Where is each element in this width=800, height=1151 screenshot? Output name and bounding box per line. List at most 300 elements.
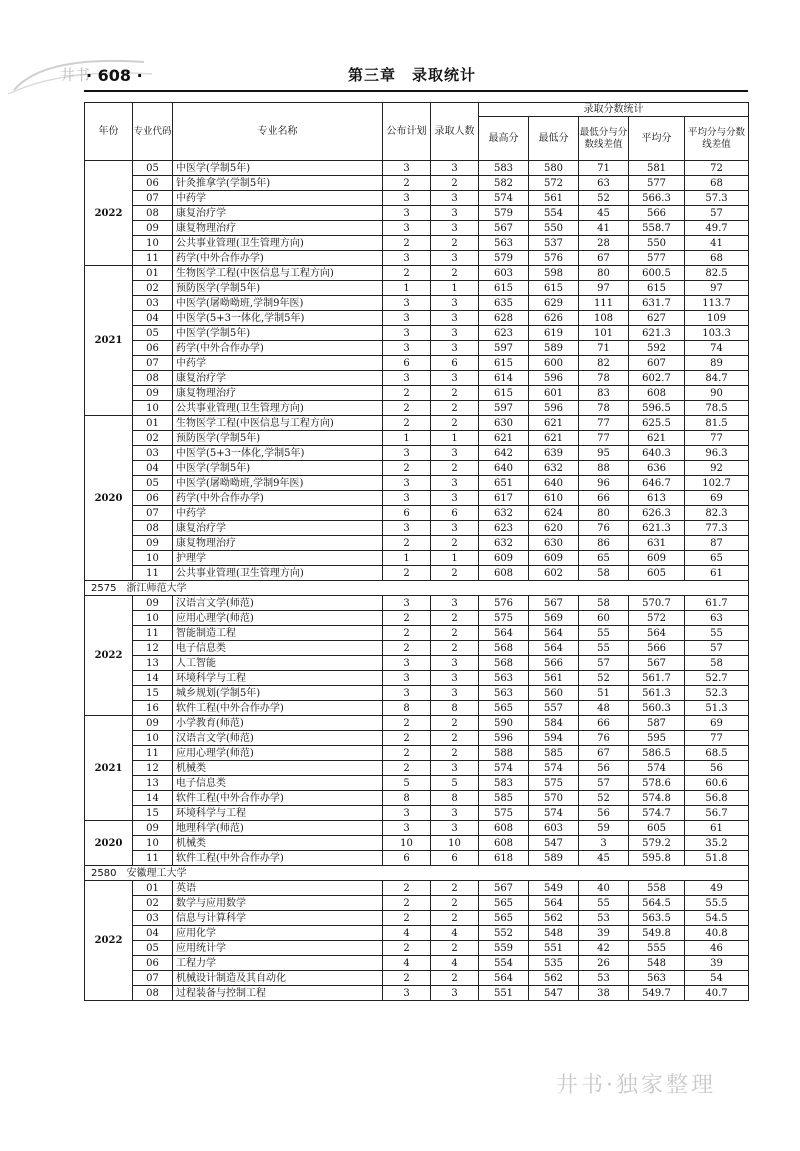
cell-name: 中医学(屠呦呦班,学制9年医): [173, 296, 383, 311]
cell-avg: 613: [629, 491, 685, 506]
cell-min: 639: [529, 446, 579, 461]
table-row: [85, 236, 749, 251]
cell-plan: 3: [383, 296, 431, 311]
cell-min-diff: 51: [579, 686, 629, 701]
cell-avg-diff: 84.7: [685, 371, 749, 386]
cell-code: 07: [133, 191, 173, 206]
cell-name: 药学(中外合作办学): [173, 491, 383, 506]
table-row: [85, 761, 749, 776]
table-row: [85, 911, 749, 926]
university-row: [85, 581, 749, 596]
cell-avg: 555: [629, 941, 685, 956]
cell-admitted: 2: [431, 626, 479, 641]
cell-min-diff: 55: [579, 626, 629, 641]
cell-code: 11: [133, 566, 173, 581]
cell-min-diff: 55: [579, 641, 629, 656]
cell-avg: 600.5: [629, 266, 685, 281]
cell-avg: 566: [629, 641, 685, 656]
cell-min-diff: 101: [579, 326, 629, 341]
cell-min: 626: [529, 311, 579, 326]
cell-min-diff: 77: [579, 431, 629, 446]
table-row: [85, 791, 749, 806]
cell-name: 软件工程(中外合作办学): [173, 791, 383, 806]
cell-code: 09: [133, 386, 173, 401]
cell-min-diff: 3: [579, 836, 629, 851]
cell-plan: 2: [383, 611, 431, 626]
cell-avg: 564.5: [629, 896, 685, 911]
cell-plan: 3: [383, 656, 431, 671]
cell-admitted: 8: [431, 791, 479, 806]
table-row: [85, 386, 749, 401]
cell-avg: 577: [629, 251, 685, 266]
cell-code: 02: [133, 431, 173, 446]
cell-admitted: 3: [431, 686, 479, 701]
cell-plan: 3: [383, 671, 431, 686]
cell-plan: 3: [383, 326, 431, 341]
cell-min: 547: [529, 986, 579, 1001]
cell-plan: 3: [383, 806, 431, 821]
table-row: [85, 806, 749, 821]
table-row: [85, 296, 749, 311]
cell-code: 05: [133, 476, 173, 491]
table-row: [85, 611, 749, 626]
cell-name: 中药学: [173, 356, 383, 371]
cell-avg: 605: [629, 821, 685, 836]
cell-min-diff: 57: [579, 776, 629, 791]
table-row: [85, 326, 749, 341]
table-row: [85, 731, 749, 746]
cell-avg: 636: [629, 461, 685, 476]
cell-name: 数学与应用数学: [173, 896, 383, 911]
cell-min-diff: 42: [579, 941, 629, 956]
cell-code: 05: [133, 941, 173, 956]
cell-min: 585: [529, 746, 579, 761]
cell-max: 630: [479, 416, 529, 431]
cell-code: 10: [133, 731, 173, 746]
table-row: [85, 341, 749, 356]
cell-min: 535: [529, 956, 579, 971]
cell-plan: 2: [383, 386, 431, 401]
cell-min: 603: [529, 821, 579, 836]
cell-avg-diff: 89: [685, 356, 749, 371]
cell-admitted: 2: [431, 971, 479, 986]
cell-max: 579: [479, 206, 529, 221]
cell-code: 12: [133, 641, 173, 656]
cell-min-diff: 78: [579, 371, 629, 386]
cell-admitted: 3: [431, 821, 479, 836]
col-header-avg-diff: 平均分与分数线差值: [685, 117, 749, 161]
cell-admitted: 3: [431, 341, 479, 356]
cell-name: 中药学: [173, 191, 383, 206]
cell-code: 09: [133, 536, 173, 551]
cell-min-diff: 38: [579, 986, 629, 1001]
cell-min-diff: 52: [579, 791, 629, 806]
cell-min-diff: 53: [579, 971, 629, 986]
cell-min: 564: [529, 896, 579, 911]
cell-avg-diff: 61.7: [685, 596, 749, 611]
cell-admitted: 3: [431, 491, 479, 506]
cell-plan: 2: [383, 881, 431, 896]
table-row: [85, 281, 749, 296]
cell-admitted: 2: [431, 731, 479, 746]
cell-avg: 587: [629, 716, 685, 731]
cell-code: 09: [133, 596, 173, 611]
cell-plan: 2: [383, 236, 431, 251]
cell-plan: 3: [383, 371, 431, 386]
cell-min: 615: [529, 281, 579, 296]
cell-min: 629: [529, 296, 579, 311]
cell-min-diff: 26: [579, 956, 629, 971]
cell-avg-diff: 63: [685, 611, 749, 626]
cell-plan: 2: [383, 716, 431, 731]
cell-min-diff: 67: [579, 746, 629, 761]
cell-name: 中医学(学制5年): [173, 461, 383, 476]
cell-admitted: 2: [431, 401, 479, 416]
cell-plan: 2: [383, 941, 431, 956]
cell-max: 617: [479, 491, 529, 506]
cell-avg-diff: 52.3: [685, 686, 749, 701]
cell-plan: 2: [383, 761, 431, 776]
cell-avg-diff: 51.8: [685, 851, 749, 866]
cell-avg: 578.6: [629, 776, 685, 791]
cell-avg-diff: 56: [685, 761, 749, 776]
cell-avg-diff: 61: [685, 566, 749, 581]
cell-name: 环境科学与工程: [173, 806, 383, 821]
table-row: [85, 971, 749, 986]
cell-admitted: 3: [431, 656, 479, 671]
cell-code: 04: [133, 311, 173, 326]
cell-min: 632: [529, 461, 579, 476]
cell-admitted: 2: [431, 266, 479, 281]
cell-avg-diff: 78.5: [685, 401, 749, 416]
cell-admitted: 2: [431, 716, 479, 731]
cell-name: 公共事业管理(卫生管理方向): [173, 566, 383, 581]
cell-min-diff: 80: [579, 266, 629, 281]
cell-admitted: 2: [431, 236, 479, 251]
cell-plan: 3: [383, 446, 431, 461]
cell-min-diff: 58: [579, 596, 629, 611]
cell-max: 575: [479, 806, 529, 821]
table-row: [85, 776, 749, 791]
cell-avg-diff: 57.3: [685, 191, 749, 206]
cell-max: 554: [479, 956, 529, 971]
table-row: [85, 641, 749, 656]
cell-min-diff: 96: [579, 476, 629, 491]
cell-min: 564: [529, 626, 579, 641]
cell-avg: 621: [629, 431, 685, 446]
cell-name: 药学(中外合作办学): [173, 341, 383, 356]
cell-code: 05: [133, 161, 173, 176]
cell-admitted: 3: [431, 251, 479, 266]
cell-avg-diff: 68: [685, 251, 749, 266]
cell-name: 中医学(学制5年): [173, 161, 383, 176]
table-row: [85, 881, 749, 896]
table-row: [85, 821, 749, 836]
cell-min: 561: [529, 671, 579, 686]
cell-avg-diff: 72: [685, 161, 749, 176]
table-body: [85, 161, 749, 1001]
cell-max: 583: [479, 776, 529, 791]
cell-code: 06: [133, 491, 173, 506]
cell-avg: 631.7: [629, 296, 685, 311]
cell-name: 预防医学(学制5年): [173, 281, 383, 296]
cell-min-diff: 60: [579, 611, 629, 626]
cell-name: 中药学: [173, 506, 383, 521]
cell-min: 557: [529, 701, 579, 716]
header-divider: [84, 90, 748, 92]
cell-avg: 596.5: [629, 401, 685, 416]
cell-max: 563: [479, 686, 529, 701]
cell-name: 应用心理学(师范): [173, 611, 383, 626]
cell-min: 630: [529, 536, 579, 551]
cell-code: 12: [133, 761, 173, 776]
cell-code: 08: [133, 206, 173, 221]
cell-max: 564: [479, 971, 529, 986]
cell-code: 15: [133, 806, 173, 821]
cell-plan: 2: [383, 566, 431, 581]
col-header-code: 专业代码: [133, 103, 173, 161]
cell-min: 562: [529, 971, 579, 986]
cell-name: 汉语言文学(师范): [173, 731, 383, 746]
cell-avg-diff: 57: [685, 641, 749, 656]
cell-min-diff: 76: [579, 731, 629, 746]
table-row: [85, 851, 749, 866]
cell-code: 11: [133, 746, 173, 761]
cell-min-diff: 66: [579, 716, 629, 731]
cell-admitted: 2: [431, 881, 479, 896]
cell-plan: 6: [383, 356, 431, 371]
cell-avg-diff: 68.5: [685, 746, 749, 761]
cell-avg: 595: [629, 731, 685, 746]
cell-code: 03: [133, 446, 173, 461]
cell-code: 03: [133, 911, 173, 926]
cell-avg-diff: 52.7: [685, 671, 749, 686]
cell-avg: 609: [629, 551, 685, 566]
cell-max: 603: [479, 266, 529, 281]
cell-max: 632: [479, 536, 529, 551]
cell-name: 应用化学: [173, 926, 383, 941]
cell-min: 570: [529, 791, 579, 806]
cell-code: 03: [133, 296, 173, 311]
cell-admitted: 3: [431, 446, 479, 461]
cell-plan: 6: [383, 851, 431, 866]
cell-plan: 3: [383, 521, 431, 536]
cell-max: 567: [479, 221, 529, 236]
cell-max: 608: [479, 566, 529, 581]
cell-code: 07: [133, 506, 173, 521]
cell-avg: 646.7: [629, 476, 685, 491]
cell-max: 597: [479, 341, 529, 356]
cell-avg-diff: 61: [685, 821, 749, 836]
cell-avg-diff: 65: [685, 551, 749, 566]
university-row: [85, 866, 749, 881]
footer-watermark: 井书·独家整理: [556, 1073, 716, 1098]
cell-avg-diff: 69: [685, 716, 749, 731]
cell-plan: 2: [383, 911, 431, 926]
cell-avg: 615: [629, 281, 685, 296]
table-row: [85, 476, 749, 491]
cell-admitted: 2: [431, 941, 479, 956]
cell-avg-diff: 56.7: [685, 806, 749, 821]
cell-name: 公共事业管理(卫生管理方向): [173, 401, 383, 416]
cell-plan: 3: [383, 686, 431, 701]
cell-avg-diff: 102.7: [685, 476, 749, 491]
cell-code: 14: [133, 791, 173, 806]
cell-min: 621: [529, 431, 579, 446]
cell-avg-diff: 51.3: [685, 701, 749, 716]
cell-max: 608: [479, 836, 529, 851]
year-cell: 2020: [85, 821, 133, 866]
cell-min-diff: 71: [579, 161, 629, 176]
cell-plan: 4: [383, 956, 431, 971]
table-row: [85, 506, 749, 521]
cell-name: 英语: [173, 881, 383, 896]
cell-avg: 625.5: [629, 416, 685, 431]
cell-plan: 8: [383, 791, 431, 806]
cell-plan: 2: [383, 731, 431, 746]
cell-admitted: 5: [431, 776, 479, 791]
cell-avg: 560.3: [629, 701, 685, 716]
cell-plan: 2: [383, 266, 431, 281]
cell-admitted: 3: [431, 806, 479, 821]
cell-avg: 579.2: [629, 836, 685, 851]
cell-min: 596: [529, 371, 579, 386]
cell-avg: 574.7: [629, 806, 685, 821]
cell-min: 600: [529, 356, 579, 371]
cell-code: 02: [133, 896, 173, 911]
table-row: [85, 836, 749, 851]
cell-min-diff: 83: [579, 386, 629, 401]
cell-avg: 592: [629, 341, 685, 356]
cell-avg-diff: 39: [685, 956, 749, 971]
cell-max: 609: [479, 551, 529, 566]
cell-min-diff: 57: [579, 656, 629, 671]
cell-code: 02: [133, 281, 173, 296]
cell-max: 564: [479, 626, 529, 641]
table-row: [85, 671, 749, 686]
cell-max: 588: [479, 746, 529, 761]
cell-admitted: 3: [431, 326, 479, 341]
cell-avg-diff: 35.2: [685, 836, 749, 851]
cell-max: 628: [479, 311, 529, 326]
table-row: [85, 311, 749, 326]
cell-min: 564: [529, 641, 579, 656]
cell-plan: 3: [383, 206, 431, 221]
cell-code: 08: [133, 521, 173, 536]
cell-code: 11: [133, 251, 173, 266]
cell-name: 电子信息类: [173, 776, 383, 791]
cell-name: 软件工程(中外合作办学): [173, 701, 383, 716]
cell-min-diff: 88: [579, 461, 629, 476]
cell-min: 554: [529, 206, 579, 221]
cell-max: 563: [479, 236, 529, 251]
cell-max: 568: [479, 641, 529, 656]
cell-min-diff: 82: [579, 356, 629, 371]
table-row: [85, 746, 749, 761]
cell-name: 机械类: [173, 761, 383, 776]
cell-min: 576: [529, 251, 579, 266]
cell-name: 智能制造工程: [173, 626, 383, 641]
cell-plan: 3: [383, 596, 431, 611]
cell-min: 621: [529, 416, 579, 431]
cell-name: 小学教育(师范): [173, 716, 383, 731]
cell-max: 565: [479, 911, 529, 926]
cell-avg: 572: [629, 611, 685, 626]
col-header-min: 最低分: [529, 117, 579, 161]
cell-plan: 6: [383, 506, 431, 521]
page-number: · 608 ·: [86, 66, 143, 85]
cell-avg-diff: 41: [685, 236, 749, 251]
cell-admitted: 10: [431, 836, 479, 851]
cell-min: 547: [529, 836, 579, 851]
cell-avg-diff: 87: [685, 536, 749, 551]
table-row: [85, 191, 749, 206]
cell-max: 615: [479, 281, 529, 296]
cell-min: 619: [529, 326, 579, 341]
cell-code: 11: [133, 626, 173, 641]
cell-min-diff: 71: [579, 341, 629, 356]
table-row: [85, 896, 749, 911]
cell-min: 560: [529, 686, 579, 701]
cell-code: 06: [133, 176, 173, 191]
cell-code: 01: [133, 416, 173, 431]
cell-avg: 570.7: [629, 596, 685, 611]
cell-max: 567: [479, 881, 529, 896]
cell-plan: 3: [383, 491, 431, 506]
cell-name: 机械类: [173, 836, 383, 851]
table-row: [85, 356, 749, 371]
year-cell: 2020: [85, 416, 133, 581]
cell-min: 589: [529, 341, 579, 356]
cell-admitted: 3: [431, 521, 479, 536]
table-row: [85, 446, 749, 461]
cell-min: 601: [529, 386, 579, 401]
cell-min: 589: [529, 851, 579, 866]
cell-avg-diff: 69: [685, 491, 749, 506]
cell-max: 565: [479, 701, 529, 716]
cell-avg: 561.7: [629, 671, 685, 686]
cell-avg-diff: 56.8: [685, 791, 749, 806]
cell-min: 566: [529, 656, 579, 671]
cell-max: 583: [479, 161, 529, 176]
cell-min-diff: 80: [579, 506, 629, 521]
cell-avg-diff: 97: [685, 281, 749, 296]
cell-avg: 631: [629, 536, 685, 551]
cell-min-diff: 39: [579, 926, 629, 941]
cell-min: 537: [529, 236, 579, 251]
cell-plan: 1: [383, 551, 431, 566]
table-row: [85, 926, 749, 941]
cell-name: 应用统计学: [173, 941, 383, 956]
cell-name: 康复物理治疗: [173, 536, 383, 551]
cell-admitted: 2: [431, 566, 479, 581]
cell-avg-diff: 55: [685, 626, 749, 641]
cell-code: 06: [133, 956, 173, 971]
col-header-max: 最高分: [479, 117, 529, 161]
cell-avg: 558: [629, 881, 685, 896]
cell-plan: 2: [383, 416, 431, 431]
publisher-logo-text: 井书: [60, 66, 91, 84]
cell-admitted: 3: [431, 206, 479, 221]
cell-avg-diff: 57: [685, 206, 749, 221]
cell-plan: 2: [383, 626, 431, 641]
cell-admitted: 2: [431, 911, 479, 926]
cell-plan: 3: [383, 161, 431, 176]
cell-admitted: 2: [431, 386, 479, 401]
cell-name: 环境科学与工程: [173, 671, 383, 686]
cell-avg: 640.3: [629, 446, 685, 461]
cell-min: 574: [529, 806, 579, 821]
